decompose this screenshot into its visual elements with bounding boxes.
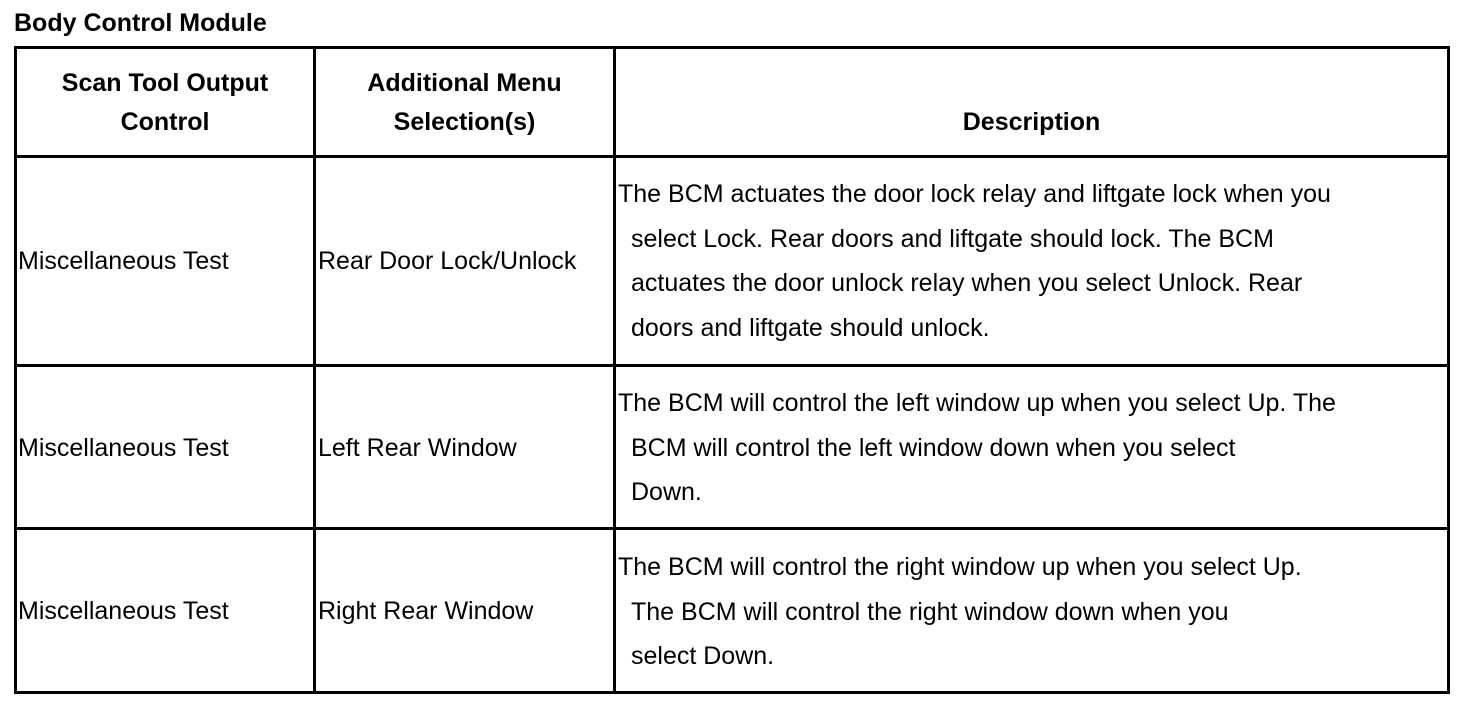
row2-description-line3: Down. [631,478,702,506]
row2-menu-selection: Left Rear Window [318,434,517,462]
row3-description-line3: select Down. [631,642,775,670]
table-rule-col2 [613,46,616,694]
row1-output-control: Miscellaneous Test [18,247,229,275]
row2-description [618,381,1336,515]
row2-description-line1: The BCM will control the left window up when you select Up. The [618,389,1336,417]
header-output-control-line1: Scan Tool Output [61,69,269,97]
row1-menu-selection: Rear Door Lock/Unlock [318,247,577,275]
row3-description-line1: The BCM will control the right window up when you select Up. [618,553,1302,581]
table-rule-header [14,155,1450,158]
row3-output-control: Miscellaneous Test [18,597,229,625]
table-rule-col1 [313,46,316,694]
row3-description [618,545,1302,679]
row1-description-line3: actuates the door unlock relay when you select Unlock. Rear [631,269,1303,297]
header-output-control-line2: Control [120,108,210,136]
row2-description-line2: BCM will control the left window down when you select [631,433,1236,462]
row1-description-line1: The BCM actuates the door lock relay and liftgate lock when you [618,180,1331,208]
row3-menu-selection: Right Rear Window [318,597,534,625]
row3-description-line2: The BCM will control the right window down when you [631,597,1229,626]
table-rule-row2 [14,527,1450,530]
header-output-control [17,64,313,142]
row1-description [618,172,1331,350]
row1-description-line4: doors and liftgate should unlock. [631,313,990,342]
table-rule-top [14,46,1450,49]
table-rule-bottom [14,691,1450,694]
row1-description-line2: select Lock. Rear doors and liftgate should lock. The BCM [631,224,1274,253]
header-description: Description [962,108,1101,136]
table-rule-left [14,46,17,694]
header-menu-selection-line2: Selection(s) [393,108,536,136]
table-rule-row1 [14,364,1450,367]
table-rule-right [1447,46,1450,694]
page-title: Body Control Module [14,9,267,37]
header-menu-selection-line1: Additional Menu [367,69,562,97]
header-menu-selection [316,64,613,142]
row2-output-control: Miscellaneous Test [18,434,229,462]
